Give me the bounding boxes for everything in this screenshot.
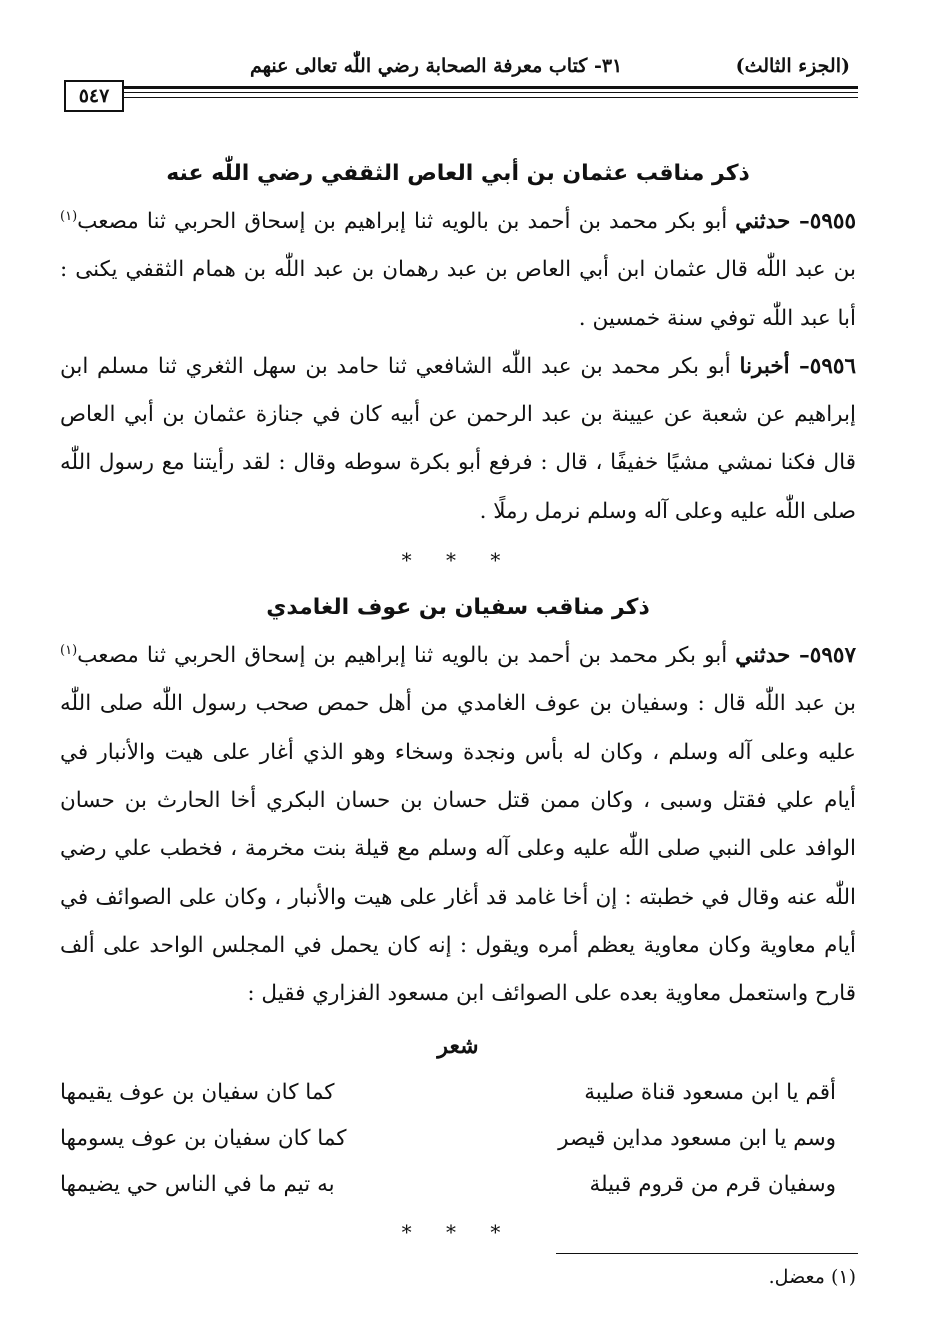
hadith-5955: ٥٩٥٥– حدثني أبو بكر محمد بن أحمد بن بالويه ثنا إبراهيم بن إسحاق الحربي ثنا مصعب$^{(١)}$ بن عبد اللّٰه قال عثمان ابن أبي العاص بن عبد رهمان بن عبد اللّٰه بن همام الثقفي يكنى : أبا عبد اللّٰه توفي سنة خمسين .	[60, 208, 856, 331]
hadith-text: أبو بكر محمد بن عبد اللّٰه الشافعي ثنا حامد بن سهل الثغري ثنا مسلم ابن إبراهيم عن شعبة عن عيينة بن عبد الرحمن عن أبيه كان في جنازة عثمان بن أبي العاص قال فكنا نمشي مشيًا خفيفًا ، قال : فرفع أبو بكرة سوطه وقال : لقد رأيتنا مع رسول اللّٰه صلى اللّٰه عليه وعلى آله وسلم نرمل رملًا .	[60, 353, 856, 524]
hadith-5956: ٥٩٥٦– أخبرنا أبو بكر محمد بن عبد اللّٰه الشافعي ثنا حامد بن سهل الثغري ثنا مسلم ابن إبراهيم عن شعبة عن عيينة بن عبد الرحمن عن أبيه كان في جنازة عثمان بن أبي العاص قال فكنا نمشي مشيًا خفيفًا ، قال : فرفع أبو بكرة سوطه وقال : لقد رأيتنا مع رسول اللّٰه صلى اللّٰه عليه وعلى آله وسلم نرمل رملًا .	[60, 353, 856, 524]
hadith-text: أبو بكر محمد بن أحمد بن بالويه ثنا إبراهيم بن إسحاق الحربي ثنا مصعب	[77, 209, 728, 234]
page-number: ٥٤٧	[64, 80, 124, 112]
header-rule-thin	[122, 92, 858, 93]
poem-verse	[60, 1070, 856, 1116]
hadith-number: ٥٩٥٦	[809, 353, 856, 379]
poem-verse	[60, 1116, 856, 1162]
hadith-text: أبو بكر محمد بن أحمد بن بالويه ثنا إبراهيم بن إسحاق الحربي ثنا مصعب	[77, 643, 728, 669]
section-title-sufyan: ذكر مناقب سفيان بن عوف الغامدي	[266, 595, 650, 621]
hadith-text-cont: بن عبد اللّٰه قال عثمان ابن أبي العاص بن عبد رهمان بن عبد اللّٰه بن همام الثقفي يكنى : أبا عبد اللّٰه توفي سنة خمسين .	[60, 257, 856, 331]
hadith-number: ٥٩٥٧	[809, 643, 856, 669]
footnote-ref: (١)	[60, 642, 78, 658]
poem-first-hemistich: أقم يا ابن مسعود قناة صليبة	[584, 1080, 836, 1106]
section-title-uthman: ذكر مناقب عثمان بن أبي العاص الثقفي رضي اللّٰه عنه	[166, 161, 750, 186]
hadith-5957: ٥٩٥٧– حدثني أبو بكر محمد بن أحمد بن بالويه ثنا إبراهيم بن إسحاق الحربي ثنا مصعب$^{(١)}$ بن عبد اللّٰه قال : وسفيان بن عوف الغامدي من أهل حمص صحب رسول اللّٰه صلى اللّٰه عليه وعلى آله وسلم ، وكان له بأس ونجدة وسخاء وهو الذي أغار على هيت والأنبار في أيام علي فقتل وسبى ، وكان ممن قتل حسان بن حسان البكري أخا الحارث بن حسان الوافد على النبي صلى اللّٰه عليه وعلى آله وسلم مع قيلة بنت مخرمة ، فخطب علي رضي اللّٰه عنه وقال في خطبته : إن أخا غامد قد أغار على هيت والأنبار ، وكان على الصوائف في أيام معاوية وكان معاوية يعظم أمره ويقول : إنه كان يحمل في المجلس الواحد على ألف قارح واستعمل معاوية بعده على الصوائف ابن مسعود الفزاري فقيل :	[60, 642, 856, 1007]
footnote-rule	[556, 1253, 858, 1254]
poem-verse	[60, 1162, 856, 1208]
footnote-text: معضل.	[768, 1266, 825, 1288]
poem-second-hemistich: به تيم ما في الناس حي يضيمها	[60, 1172, 335, 1198]
footnote-number: (١)	[830, 1266, 856, 1288]
running-header	[250, 52, 850, 80]
poem	[60, 1070, 856, 1208]
footnote-ref: (١)	[60, 208, 78, 224]
hadith-lead: حدثني	[735, 209, 791, 234]
volume-label: (الجزء الثالث)	[735, 55, 850, 77]
poem-second-hemistich: كما كان سفيان بن عوف يقيمها	[60, 1080, 335, 1106]
section-separator: * * *	[401, 548, 515, 573]
body-text	[60, 150, 856, 1256]
book-title: ٣١- كتاب معرفة الصحابة رضي اللّٰه تعالى عنهم	[250, 55, 623, 77]
poem-first-hemistich: وسفيان قرم من قروم قبيلة	[589, 1172, 836, 1198]
hadith-lead: أخبرنا	[739, 353, 790, 379]
section-separator-end: * * *	[401, 1220, 515, 1245]
header-rule-thin-2	[122, 97, 858, 98]
hadith-lead: حدثني	[735, 643, 791, 669]
poem-title: شعر	[437, 1033, 479, 1060]
footnote	[456, 1262, 856, 1292]
header-rule	[122, 86, 858, 89]
poem-second-hemistich: كما كان سفيان بن عوف يسومها	[60, 1126, 347, 1152]
hadith-text-cont: بن عبد اللّٰه قال : وسفيان بن عوف الغامدي من أهل حمص صحب رسول اللّٰه صلى اللّٰه عليه وعلى آله وسلم ، وكان له بأس ونجدة وسخاء وهو الذي أغار على هيت والأنبار في أيام علي فقتل وسبى ، وكان ممن قتل حسان بن حسان البكري أخا الحارث بن حسان الوافد على النبي صلى اللّٰه عليه وعلى آله وسلم مع قيلة بنت مخرمة ، فخطب علي رضي اللّٰه عنه وقال في خطبته : إن أخا غامد قد أغار على هيت والأنبار ، وكان على الصوائف في أيام معاوية وكان معاوية يعظم أمره ويقول : إنه كان يحمل في المجلس الواحد على ألف قارح واستعمل معاوية بعده على الصوائف ابن مسعود الفزاري فقيل :	[60, 691, 856, 1007]
poem-first-hemistich: وسم يا ابن مسعود مداين قيصر	[558, 1126, 836, 1152]
hadith-number: ٥٩٥٥	[809, 209, 856, 234]
